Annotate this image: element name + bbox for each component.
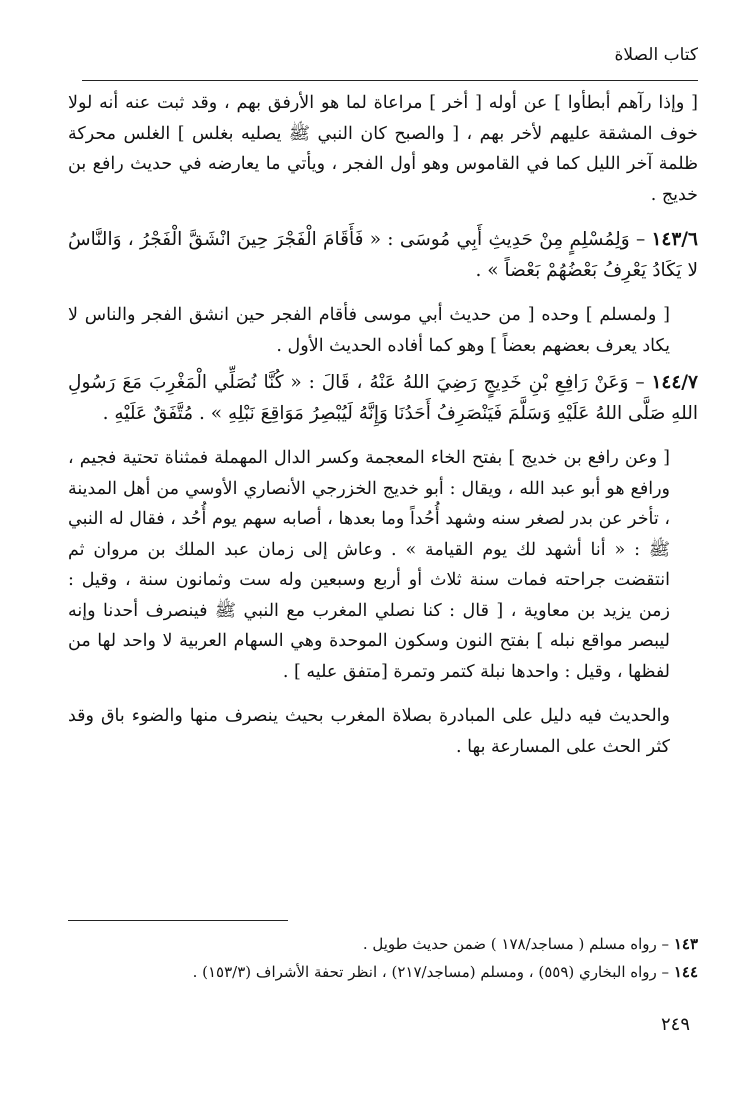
footnote-text: – رواه البخاري (٥٥٩) ، ومسلم (مساجد/٢١٧) ، انظر تحفة الأشراف (١٥٣/٣) . — [192, 963, 674, 981]
footnote-number: ١٤٣ — [673, 935, 698, 953]
commentary-paragraph-2: [ ولمسلم ] وحده [ من حديث أبي موسى فأقام الفجر حين انشق الفجر والناس لا يكاد يعرف بعضهم بعضاً ] وهو كما أفاده الحديث الأول . — [68, 305, 670, 356]
footnote-143 — [68, 930, 698, 958]
footnote-text: – رواه مسلم ( مساجد/١٧٨ ) ضمن حديث طويل . — [362, 935, 674, 953]
hadith-text: – وَلِمُسْلِمٍ مِنْ حَدِيثِ أَبِي مُوسَى : « فَأَقَامَ الْفَجْرَ حِينَ انْشَقَّ الْفَجْرُ ، وَالنَّاسُ لا يَكَادُ يَعْرِفُ بَعْضُهُمْ بَعْضاً » . — [68, 229, 698, 281]
header-rule — [82, 80, 698, 81]
hadith-text: – وَعَنْ رَافِعِ بْنِ خَدِيجٍ رَضِيَ اللهُ عَنْهُ ، قَالَ : « كُنَّا نُصَلِّي الْمَغْرِبَ مَعَ رَسُولِ اللهِ صَلَّى اللهُ عَلَيْهِ وَسَلَّمَ فَيَنْصَرِفُ أَحَدُنَا وَإِنَّهُ لَيُبْصِرُ مَوَاقِعَ نَبْلِهِ » . مُتَّفَقٌ عَلَيْهِ . — [68, 372, 698, 424]
commentary-paragraph-3: [ وعن رافع بن خديج ] بفتح الخاء المعجمة وكسر الدال المهملة فمثناة تحتية فجيم ، ورافع هو أبو عبد الله ، ويقال : أبو خديج الخزرجي الأنصاري الأوسي من أهل المدينة ، تأخر عن بدر لصغر سنه وشهد أُحُداً وما بعدها ، أصابه سهم يوم أُحُد ، فقال له النبي ﷺ : « أنا أشهد لك يوم القيامة » . وعاش إلى زمان عبد الملك بن مروان ثم انتقضت جراحته فمات سنة ثلاث أو أربع وسبعين وله ست وثمانون سنة ، وقيل : زمن يزيد بن معاوية ، [ قال : كنا نصلي المغرب مع النبي ﷺ فينصرف أحدنا وإنه ليبصر مواقع نبله ] بفتح النون وسكون الموحدة وهي السهام العربية لا واحد لها من لفظها ، وقيل : واحدها نبلة كتمر وتمرة [متفق عليه ] . — [68, 448, 670, 682]
footnotes — [68, 930, 698, 986]
page-content — [68, 88, 698, 762]
running-header: كتاب الصلاة — [614, 45, 698, 65]
footnote-rule — [68, 920, 288, 921]
hadith-143 — [68, 224, 698, 286]
hadith-144 — [68, 367, 698, 429]
hadith-number: ١٤٤/٧ — [651, 372, 698, 393]
footnote-144 — [68, 958, 698, 986]
hadith-number: ١٤٣/٦ — [651, 229, 698, 250]
page-number: ٢٤٩ — [660, 1014, 690, 1035]
footnote-number: ١٤٤ — [673, 963, 698, 981]
commentary-paragraph-1: [ وإذا رآهم أبطأوا ] عن أوله [ أخر ] مراعاة لما هو الأرفق بهم ، وقد ثبت عنه أنه لولا خوف المشقة عليهم لأخر بهم ، [ والصبح كان النبي ﷺ يصليه بغلس ] الغلس محركة ظلمة آخر الليل كما في القاموس وهو أول الفجر ، ويأتي ما يعارضه في حديث رافع بن خديج . — [68, 93, 698, 205]
commentary-paragraph-4: والحديث فيه دليل على المبادرة بصلاة المغرب بحيث ينصرف منها والضوء باق وقد كثر الحث على المسارعة بها . — [68, 706, 670, 757]
book-page — [68, 0, 698, 1112]
